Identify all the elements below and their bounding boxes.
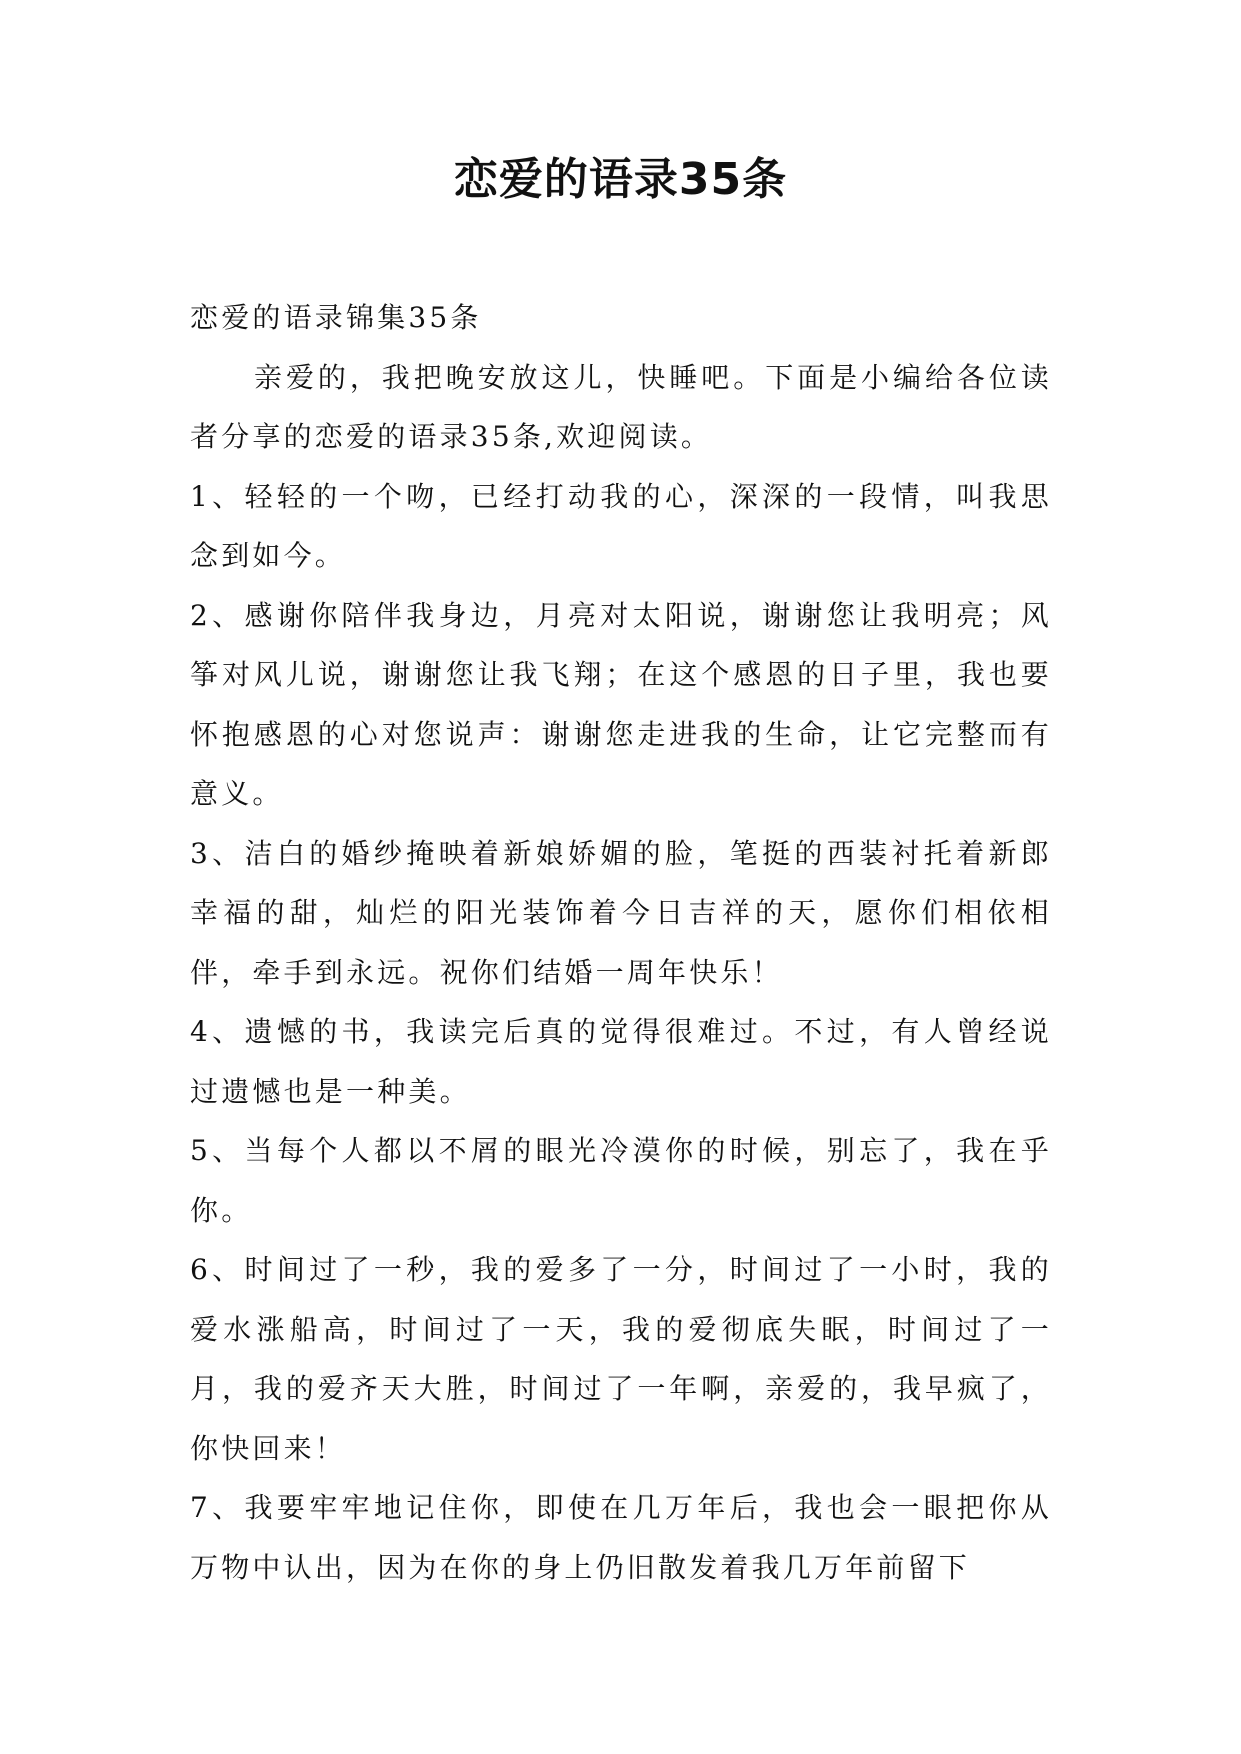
subtitle-paragraph: 恋爱的语录锦集35条 [190,301,482,334]
quote-paragraph-1: 1、轻轻的一个吻，已经打动我的心，深深的一段情，叫我思念到如今。 [190,479,1052,572]
quote-paragraph-2: 2、感谢你陪伴我身边，月亮对太阳说，谢谢您让我明亮；风筝对风儿说，谢谢您让我飞翔；在这个感恩的日子里，我也要怀抱感恩的心对您说声：谢谢您走进我的生命，让它完整而有意义。 [190,598,1052,810]
document-title: 恋爱的语录35条 [453,154,788,205]
quote-paragraph-4: 4、遗憾的书，我读完后真的觉得很难过。不过，有人曾经说过遗憾也是一种美。 [190,1015,1052,1108]
quote-paragraph-7: 7、我要牢牢地记住你，即使在几万年后，我也会一眼把你从万物中认出，因为在你的身上仍旧散发着我几万年前留下 [190,1491,1052,1584]
quote-paragraph-6: 6、时间过了一秒，我的爱多了一分，时间过了一小时，我的爱水涨船高，时间过了一天，我的爱彻底失眠，时间过了一月，我的爱齐天大胜，时间过了一年啊，亲爱的，我早疯了，你快回来！ [190,1253,1052,1465]
quote-paragraph-3: 3、洁白的婚纱掩映着新娘娇媚的脸，笔挺的西装衬托着新郎幸福的甜，灿烂的阳光装饰着今日吉祥的天，愿你们相依相伴，牵手到永远。祝你们结婚一周年快乐！ [190,836,1052,989]
document-body [190,288,1052,1597]
quote-paragraph-5: 5、当每个人都以不屑的眼光冷漠你的时候，别忘了，我在乎你。 [190,1134,1052,1227]
intro-paragraph: 亲爱的，我把晚安放这儿，快睡吧。下面是小编给各位读者分享的恋爱的语录35条,欢迎阅读。 [190,360,1052,453]
